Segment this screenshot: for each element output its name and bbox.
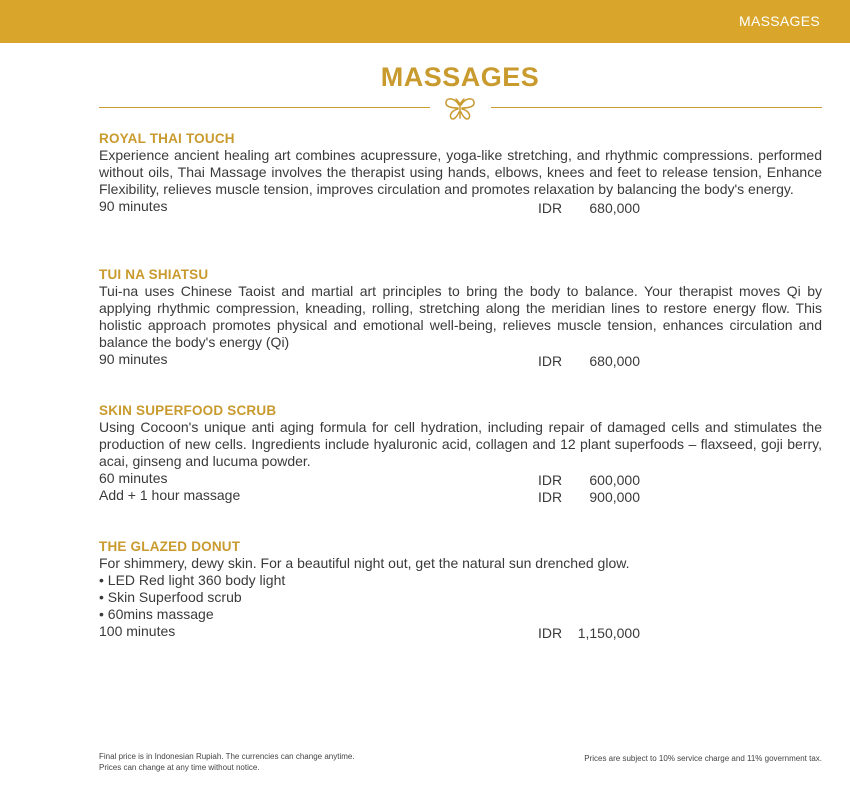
duration: 90 minutes [99,351,168,367]
bullet-item: • 60mins massage [99,606,214,622]
service-royal-thai-touch [99,130,822,215]
service-name: SKIN SUPERFOOD SCRUB [99,403,277,418]
price-row [99,623,822,640]
divider-right [491,107,822,108]
section-label: MASSAGES [739,13,820,29]
service-name: THE GLAZED DONUT [99,539,241,554]
service-skin-superfood-scrub [99,402,822,504]
header-bar [0,0,850,43]
butterfly-ornament-icon [443,96,477,122]
duration: 90 minutes [99,198,168,214]
footnote-line: Final price is in Indonesian Rupiah. The currencies can change anytime. [99,752,355,761]
footnote-line: Prices can change at any time without notice. [99,762,260,772]
price-row [99,470,822,487]
service-name: TUI NA SHIATSU [99,267,209,282]
price-row [99,487,822,504]
service-the-glazed-donut [99,538,822,640]
service-description: Tui-na uses Chinese Taoist and martial art principles to bring the body to balance. Your therapist moves Qi by applying rhythmic compression, kneading, rolling, stretching along the meridian lines to restore energy flow. This holistic approach promotes physical and emotional well-being, relieves muscle tension, enhances circulation and balance the body's energy (Qi) [99,283,822,350]
bullet-item: • Skin Superfood scrub [99,589,242,605]
price-amount: 680,000 [589,200,640,216]
service-tui-na-shiatsu [99,266,822,368]
duration: Add + 1 hour massage [99,487,241,503]
currency: IDR [538,200,563,216]
footnote-currency [99,752,355,773]
currency: IDR [538,489,563,505]
duration: 60 minutes [99,470,168,486]
divider-left [99,107,430,108]
service-description: Experience ancient healing art combines acupressure, yoga-like stretching, and rhythmic compressions. performed without oils, Thai Massage involves the therapist using hands, elbows, knees and feet to release tension, Enhance Flexibility, relieves muscle tension, improves circulation and promotes relaxation by balancing the body's energy. [99,147,822,197]
price-amount: 1,150,000 [577,625,640,641]
price-row [99,198,822,215]
price-row [99,351,822,368]
price-amount: 680,000 [589,353,640,369]
service-description: Using Cocoon's unique anti aging formula for cell hydration, including repair of damaged cells and stimulates the production of new cells. Ingredients include hyaluronic acid, collagen and 12 plant superfoods – flaxseed, goji berry, acai, ginseng and lucuma powder. [99,419,822,469]
currency: IDR [538,472,563,488]
price-amount: 600,000 [589,472,640,488]
bullet-item: • LED Red light 360 body light [99,572,286,588]
currency: IDR [538,353,563,369]
service-name: ROYAL THAI TOUCH [99,131,235,146]
footnote-tax: Prices are subject to 10% service charge and 11% government tax. [584,754,822,763]
duration: 100 minutes [99,623,176,639]
currency: IDR [538,625,563,641]
page-title: MASSAGES [380,62,540,92]
price-amount: 900,000 [589,489,640,505]
service-description: For shimmery, dewy skin. For a beautiful night out, get the natural sun drenched glow. [99,555,630,571]
